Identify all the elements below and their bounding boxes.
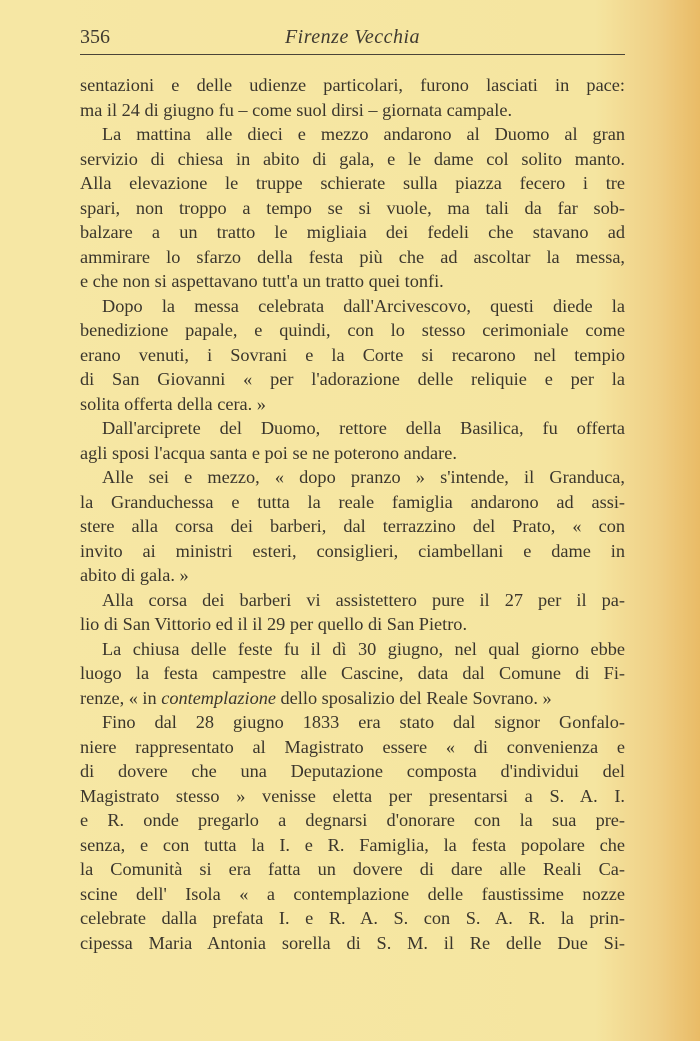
text-line: Dall'arciprete del Duomo, rettore della Basilica, fu offerta bbox=[102, 418, 625, 438]
paragraph bbox=[80, 637, 625, 711]
text-line: Alla elevazione le truppe schierate sulla piazza fecero i tre bbox=[80, 173, 625, 193]
paragraph bbox=[80, 416, 625, 465]
paragraph bbox=[80, 294, 625, 417]
text-line: spari, non troppo a tempo se si vuole, ma tali da far sob- bbox=[80, 197, 625, 218]
text-line: ma il 24 di giugno fu – come suol dirsi – giornata campale. bbox=[80, 99, 513, 120]
header-rule bbox=[80, 54, 625, 55]
paragraph bbox=[80, 710, 625, 955]
text-line: ammirare lo sfarzo della festa più che ad ascoltar la messa, bbox=[80, 246, 625, 267]
text-line: e che non si aspettavano tutt'a un tratto quei tonfi. bbox=[80, 271, 444, 291]
text-line: lio di San Vittorio ed il il 29 per quello di San Pietro. bbox=[80, 614, 468, 634]
italic-word: contemplazione bbox=[161, 687, 276, 708]
text-line: senza, e con tutta la I. e R. Famiglia, la festa popolare che bbox=[80, 834, 625, 855]
body-text bbox=[80, 73, 625, 955]
text-line: la Comunità si era fatta un dovere di dare alle Reali Ca- bbox=[80, 859, 625, 879]
text-line: cipessa Maria Antonia sorella di S. M. il Re delle Due Si- bbox=[80, 932, 625, 953]
text-line: Fino dal 28 giugno 1833 era stato dal signor Gonfalo- bbox=[102, 712, 625, 732]
paragraph bbox=[80, 465, 625, 588]
text-line: celebrate dalla prefata I. e R. A. S. con S. A. R. la prin- bbox=[80, 908, 625, 928]
text-line: sentazioni e delle udienze particolari, furono lasciati in pace: bbox=[80, 75, 625, 95]
text-line: servizio di chiesa in abito di gala, e le dame col solito manto. bbox=[80, 148, 625, 169]
page-number: 356 bbox=[80, 26, 110, 48]
text-line: stere alla corsa dei barberi, dal terrazzino del Prato, « con bbox=[80, 516, 625, 536]
text-line: Alla corsa dei barberi vi assistettero pure il 27 per il pa- bbox=[102, 589, 625, 610]
text-run: renze, « in bbox=[80, 687, 162, 708]
running-title: Firenze Vecchia bbox=[284, 26, 421, 48]
text-line: scine dell' Isola « a contemplazione delle faustissime nozze bbox=[80, 883, 625, 904]
text-line: invito ai ministri esteri, consiglieri, ciambellani e dame in bbox=[80, 540, 625, 561]
paragraph bbox=[80, 588, 625, 637]
text-line: solita offerta della cera. » bbox=[80, 393, 266, 414]
text-line: Alle sei e mezzo, « dopo pranzo » s'intende, il Granduca, bbox=[102, 467, 625, 487]
text-line: Magistrato stesso » venisse eletta per presentarsi a S. A. I. bbox=[80, 785, 625, 806]
text-line: di dovere che una Deputazione composta d'individui del bbox=[80, 761, 625, 781]
text-line: benedizione papale, e quindi, con lo stesso cerimoniale come bbox=[80, 320, 625, 340]
text-line: La mattina alle dieci e mezzo andarono al Duomo al gran bbox=[102, 124, 625, 144]
text-line: la Granduchessa e tutta la reale famiglia andarono ad assi- bbox=[80, 491, 625, 512]
text-line: agli sposi l'acqua santa e poi se ne poterono andare. bbox=[80, 442, 457, 463]
text-line: erano venuti, i Sovrani e la Corte si recarono nel tempio bbox=[80, 344, 625, 365]
text-line: abito di gala. » bbox=[80, 565, 189, 585]
text-line: niere rappresentato al Magistrato essere « di convenienza e bbox=[80, 736, 625, 757]
text-line: di San Giovanni « per l'adorazione delle reliquie e per la bbox=[80, 369, 625, 389]
paragraph bbox=[80, 122, 625, 294]
text-line: luogo la festa campestre alle Cascine, data dal Comune di Fi- bbox=[80, 663, 625, 683]
text-line: La chiusa delle feste fu il dì 30 giugno, nel qual giorno ebbe bbox=[102, 638, 625, 659]
text-line: e R. onde pregarlo a degnarsi d'onorare con la sua pre- bbox=[80, 810, 625, 830]
page-header bbox=[80, 26, 625, 52]
text-line: balzare a un tratto le migliaia dei fedeli che stavano ad bbox=[80, 222, 625, 242]
text-run: dello sposalizio del Reale Sovrano. » bbox=[275, 687, 552, 708]
paragraph bbox=[80, 73, 625, 122]
text-line bbox=[80, 686, 625, 711]
text-line: Dopo la messa celebrata dall'Arcivescovo, questi diede la bbox=[102, 295, 625, 316]
